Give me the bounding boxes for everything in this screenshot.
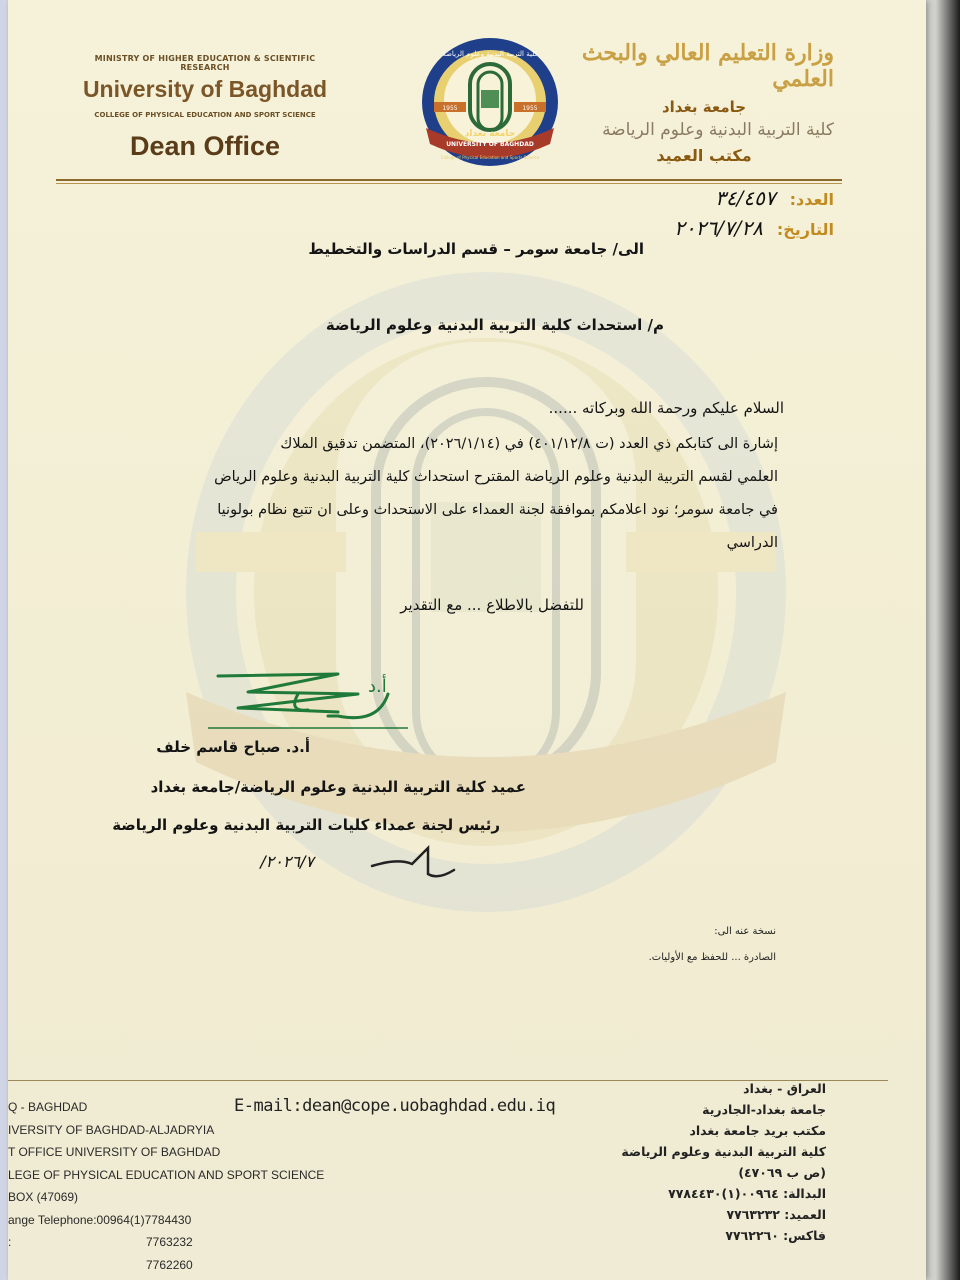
logo-year-right: 1955 (522, 105, 538, 112)
signature-date: ٢٠٢٦/٧/ (260, 852, 314, 871)
footer-line: جامعة بغداد-الجادرية (702, 1102, 826, 1117)
header-arabic-block (574, 40, 834, 165)
letter-paper (8, 0, 926, 1280)
letter-greeting: السلام عليكم ورحمة الله وبركاته ...... (548, 399, 784, 417)
college-name-ar: كلية التربية البدنية وعلوم الرياضة (602, 120, 834, 140)
university-name-en: University of Baghdad (82, 76, 328, 102)
copies-label: نسخة عنه الى: (714, 926, 776, 937)
footer-line: IVERSITY OF BAGHDAD-ALJADRYIA (8, 1122, 215, 1137)
footer-line: (ص ب ٤٧٠٦٩) (738, 1165, 826, 1180)
university-name-ar: جامعة بغداد (661, 98, 747, 116)
logo-top-text: كلية التربية البدنية وعلوم الرياضة (442, 50, 538, 58)
footer-line: ange Telephone:00964(1)7784430 (8, 1212, 192, 1227)
letter-subject: م/ استحداث كلية التربية البدنية وعلوم الرياضة (325, 316, 664, 334)
header-divider (56, 179, 842, 181)
letter-closing: للتفضل بالاطلاع ... مع التقدير (400, 596, 584, 614)
footer-address-en (8, 1096, 324, 1276)
signatory-title: عميد كلية التربية البدنية وعلوم الرياضة/جامعة بغداد (150, 778, 526, 796)
footer-line: BOX (47069) (8, 1190, 79, 1204)
footer-line: كلية التربية البدنية وعلوم الرياضة (621, 1144, 826, 1159)
reference-number-label: العدد: (789, 190, 834, 209)
reference-date-value: ٢٠٢٦/٧/٢٨ (674, 216, 763, 240)
paragraph-line: الدراسي (726, 535, 778, 551)
footer-line: T OFFICE UNIVERSITY OF BAGHDAD (8, 1145, 221, 1159)
footer-line-fax (8, 1254, 324, 1277)
footer-line-dean (8, 1231, 324, 1254)
office-name-en: Dean Office (129, 131, 281, 161)
paragraph-line: إشارة الى كتابكم ذي العدد (ت ٤٠١/١٢/٨) في (٢٠٢٦/١/١٤)، المتضمن تدقيق الملاك (280, 436, 778, 452)
letter-recipient: الى/ جامعة سومر – قسم الدراسات والتخطيط (308, 240, 644, 258)
footer-line: العميد: ٧٧٦٣٢٣٢ (726, 1207, 826, 1222)
reference-date-label: التاريخ: (776, 220, 834, 239)
college-name-en: COLLEGE OF PHYSICAL EDUCATION AND SPORT SCIENCE (94, 111, 316, 119)
ministry-name-en: MINISTRY OF HIGHER EDUCATION & SCIENTIFIC RESEARCH (94, 54, 316, 72)
reference-number-row (715, 186, 834, 210)
footer-line: البدالة: ٠٠٩٦٤(١)٧٧٨٤٤٣٠ (668, 1186, 826, 1201)
logo-bottom-en: College of Physical Education and Sports Science (440, 155, 540, 160)
copies-item: الصادرة ... للحفظ مع الأوليات. (648, 952, 776, 963)
reference-date-row (674, 216, 834, 240)
header-english-block (70, 54, 340, 162)
signatory-name: أ.د. صباح قاسم خلف (156, 738, 310, 756)
signatory-committee: رئيس لجنة عمداء كليات التربية البدنية وعلوم الرياضة (112, 816, 500, 834)
paragraph-line: العلمي لقسم التربية البدنية وعلوم الرياضة المقترح استحداث كلية التربية البدنية وعلوم الرياض (214, 469, 778, 485)
footer-dean-number: 7763232 (146, 1235, 193, 1249)
header-divider-thin (56, 183, 842, 184)
footer-line: مكتب بريد جامعة بغداد (689, 1123, 826, 1138)
ministry-name-ar: وزارة التعليم العالي والبحث العلمي (581, 40, 834, 92)
paragraph-line: في جامعة سومر؛ نود اعلامكم بموافقة لجنة العمداء على الاستحداث وعلى ان تتبع نظام بولونيا (217, 502, 778, 518)
office-name-ar: مكتب العميد (656, 146, 752, 165)
logo-band-ar: جامعة بغداد (464, 129, 516, 139)
handwritten-initial (368, 840, 458, 886)
letter-paragraph (118, 428, 778, 560)
footer-address-ar (621, 1078, 826, 1246)
footer-line: Q - BAGHDAD (8, 1100, 88, 1114)
footer-line: العراق - بغداد (743, 1081, 826, 1096)
footer-line: فاكس: ٧٧٦٢٢٦٠ (725, 1228, 826, 1243)
university-logo (420, 36, 560, 168)
signature-initials: أ.د (368, 676, 387, 697)
logo-year-left: 1955 (442, 105, 458, 112)
footer-line: LEGE OF PHYSICAL EDUCATION AND SPORT SCIENCE (8, 1167, 325, 1182)
logo-band-en: UNIVERSITY OF BAGHDAD (446, 141, 534, 148)
footer-fax-number: 7762260 (146, 1257, 193, 1272)
footer-email: E-mail:dean@cope.uobaghdad.edu.iq (234, 1096, 556, 1116)
handwritten-signature (208, 664, 408, 734)
reference-number-value: ٣٤/٤٥٧ (715, 186, 776, 210)
footer-line-prefix: : (8, 1235, 12, 1249)
